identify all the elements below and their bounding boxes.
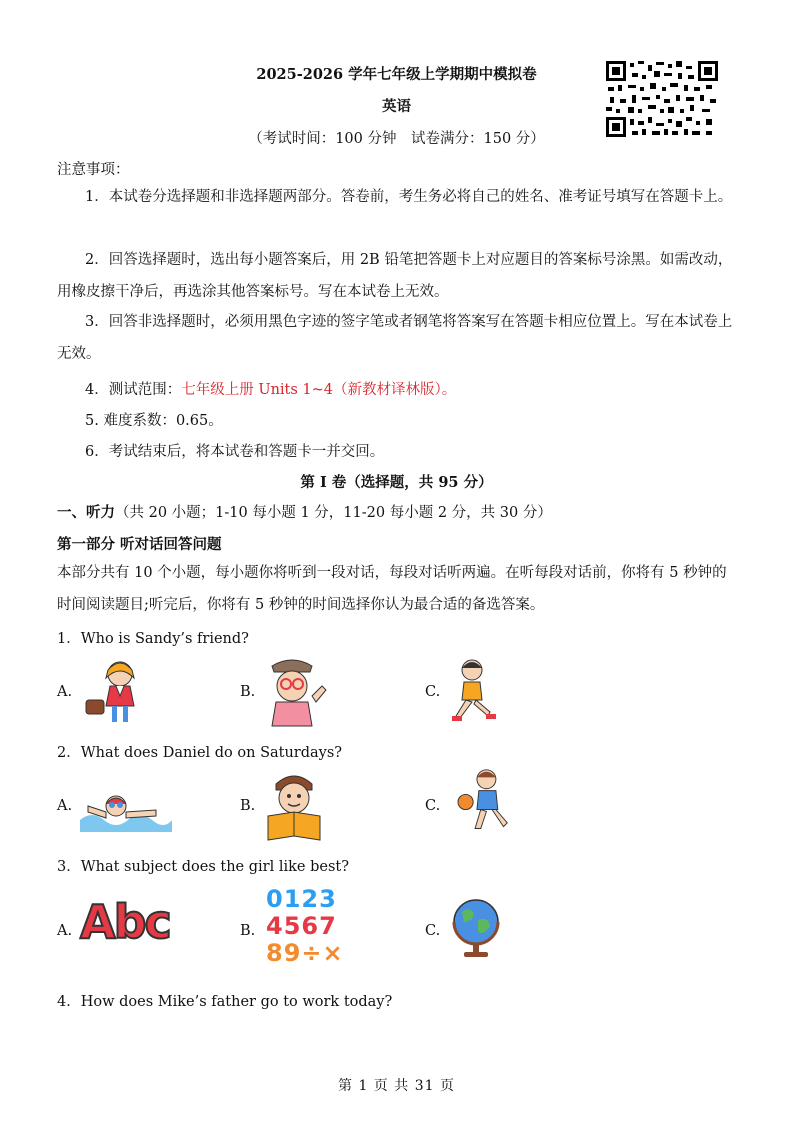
math-row-3: 89÷× [266,939,344,967]
abc-letters-art: Abc [80,895,170,949]
listening-info: （共 20 小题；1-10 每小题 1 分，11-20 每小题 2 分，共 30 分） [115,505,552,521]
q3-option-c: C. [425,923,441,939]
boy-playing-basketball-icon [446,766,542,838]
note-item-5: 5. 难度系数：0.65。 [85,413,223,429]
math-row-2: 4567 [266,912,337,940]
question-4: 4．How does Mike’s father go to work today? [57,994,393,1010]
q2-option-c: C. [425,798,441,814]
q3-option-b: B. [240,923,256,939]
running-girl-icon [446,656,542,728]
q3-option-a: A. [57,923,73,939]
instructions: 本部分共有 10 个小题，每小题你将听到一段对话，每段对话听两遍。在听每段对话前，你将有 5 秒钟的时间阅读题目;听完后，你将有 5 秒钟的时间选择你认为最合适的备选答案。 [57,565,727,613]
notes-heading: 注意事项： [57,162,130,178]
page-number: 第 1 页 共 31 页 [338,1078,455,1094]
q1-option-a: A. [57,684,73,700]
boy-reading-book-icon [262,770,358,842]
q2-option-a: A. [57,798,73,814]
girl-with-bag-icon [76,656,172,728]
q1-option-c: C. [425,684,441,700]
note-item-4 [85,378,767,399]
listening-heading [57,501,739,522]
note-item-4-range: 七年级上册 Units 1~4（新教材译林版）。 [181,382,457,398]
note-item-2: 2．回答选择题时，选出每小题答案后，用 2B 铅笔把答题卡上对应题目的答案标号涂黑。如需改动，用橡皮擦干净后，再选涂其他答案标号。写在本试卷上无效。 [57,252,733,300]
exam-title: 2025-2026 学年七年级上学期期中模拟卷 [256,66,537,83]
listening-label: 一、听力 [57,504,115,521]
question-1: 1．Who is Sandy’s friend? [57,631,249,647]
question-3: 3．What subject does the girl like best? [57,859,349,875]
girl-with-glasses-icon [262,656,358,728]
note-item-4-prefix: 4．测试范围： [85,382,182,398]
note-item-6: 6．考试结束后，将本试卷和答题卡一并交回。 [85,444,385,460]
qr-code-icon [606,61,718,137]
q2-option-b: B. [240,798,256,814]
exam-info: （考试时间：100 分钟 试卷满分：150 分） [248,131,545,147]
note-item-1: 1．本试卷分选择题和非选择题两部分。答卷前，考生务必将自己的姓名、准考证号填写在答题卡上。 [85,189,733,205]
part1-title: 第 I 卷（选择题，共 95 分） [300,474,493,491]
swimming-boy-icon [76,770,172,842]
q1-option-b: B. [240,684,256,700]
math-row-1: 0123 [266,885,337,913]
subject-title: 英语 [382,98,411,115]
globe-icon [444,892,510,962]
question-2: 2．What does Daniel do on Saturdays? [57,745,343,761]
note-item-3: 3．回答非选择题时，必须用黑色字迹的签字笔或者钢笔将答案写在答题卡相应位置上。写在本试卷上无效。 [57,314,733,362]
math-numbers-art [266,886,358,967]
sub-title: 第一部分 听对话回答问题 [57,536,222,553]
